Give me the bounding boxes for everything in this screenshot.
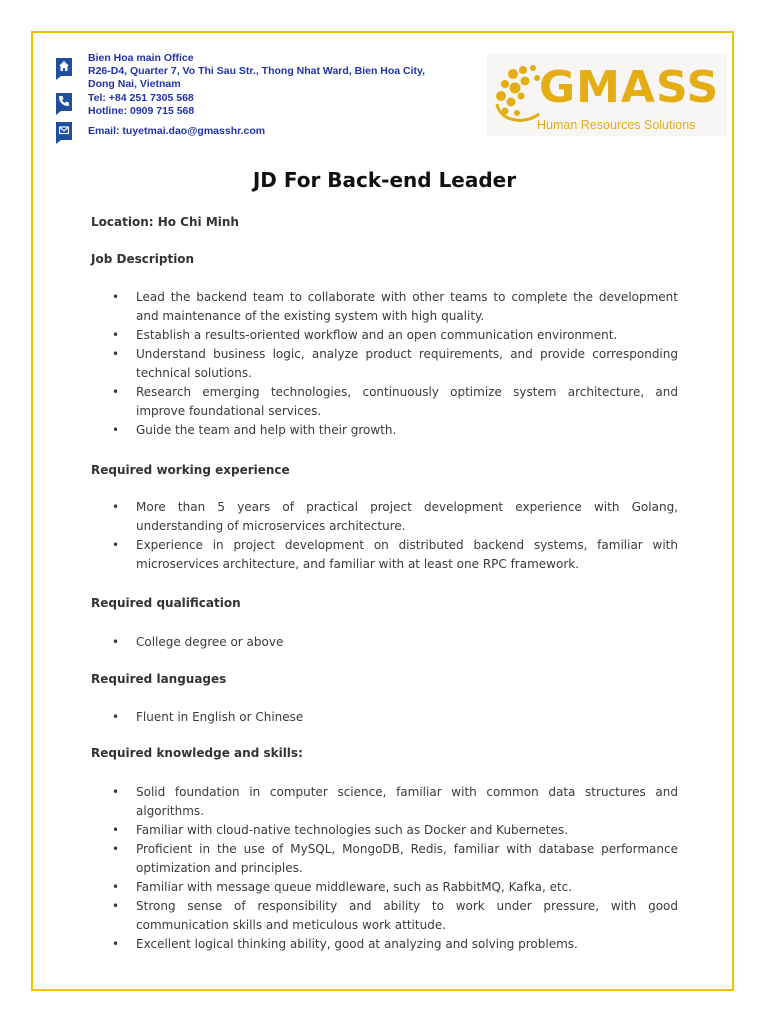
phone-number: Tel: +84 251 7305 568 xyxy=(88,92,194,104)
phone-icon xyxy=(56,93,72,111)
list-item: • More than 5 years of practical project development experience with Golang, understanding of microservices architecture. xyxy=(91,498,678,536)
list-item: • Lead the backend team to collaborate with other teams to complete the development and maintenance of the existing system with high quality. xyxy=(91,288,678,326)
section-heading: Required knowledge and skills: xyxy=(91,746,303,760)
section-heading: Required languages xyxy=(91,672,227,686)
list-item: • Solid foundation in computer science, familiar with common data structures and algorithms. xyxy=(91,783,678,821)
list-item: • Proficient in the use of MySQL, MongoDB, Redis, familiar with database performance optimization and principles. xyxy=(91,840,678,878)
office-address-line1: R26-D4, Quarter 7, Vo Thi Sau Str., Thong Nhat Ward, Bien Hoa City, xyxy=(88,65,426,77)
list-item: • Establish a results-oriented workflow and an open communication environment. xyxy=(91,326,678,345)
section-heading: Job Description xyxy=(91,252,195,266)
list-item: • Fluent in English or Chinese xyxy=(91,708,678,727)
list-item: • Familiar with cloud-native technologies such as Docker and Kubernetes. xyxy=(91,821,678,840)
job-description-list xyxy=(91,288,678,440)
list-item: • College degree or above xyxy=(91,633,678,652)
languages-list xyxy=(91,708,678,727)
list-item: • Strong sense of responsibility and ability to work under pressure, with good communication skills and meticulous work attitude. xyxy=(91,897,678,935)
office-name: Bien Hoa main Office xyxy=(88,52,194,64)
list-item: • Understand business logic, analyze product requirements, and provide corresponding technical solutions. xyxy=(91,345,678,383)
list-item: • Research emerging technologies, continuously optimize system architecture, and improve foundational services. xyxy=(91,383,678,421)
hotline-number: Hotline: 0909 715 568 xyxy=(88,105,195,117)
email-icon xyxy=(56,122,72,140)
list-item: • Guide the team and help with their growth. xyxy=(91,421,678,440)
section-heading: Required working experience xyxy=(91,463,290,477)
list-item: • Experience in project development on distributed backend systems, familiar with microservices architecture, and familiar with at least one RPC framework. xyxy=(91,536,678,574)
logo-tagline: Human Resources Solutions xyxy=(537,118,696,132)
company-logo xyxy=(487,54,727,136)
home-icon xyxy=(56,58,72,76)
document-title: JD For Back-end Leader xyxy=(252,168,517,192)
qualification-list xyxy=(91,633,678,652)
section-heading: Required qualification xyxy=(91,596,241,610)
experience-list xyxy=(91,498,678,574)
office-address-line2: Dong Nai, Vietnam xyxy=(88,78,181,90)
skills-list xyxy=(91,783,678,954)
list-item: • Familiar with message queue middleware, such as RabbitMQ, Kafka, etc. xyxy=(91,878,678,897)
email-link[interactable]: Email: tuyetmai.dao@gmasshr.com xyxy=(88,125,266,137)
list-item: • Excellent logical thinking ability, good at analyzing and solving problems. xyxy=(91,935,678,954)
logo-wordmark: GMASS xyxy=(539,62,720,113)
location-line: Location: Ho Chi Minh xyxy=(91,215,239,229)
